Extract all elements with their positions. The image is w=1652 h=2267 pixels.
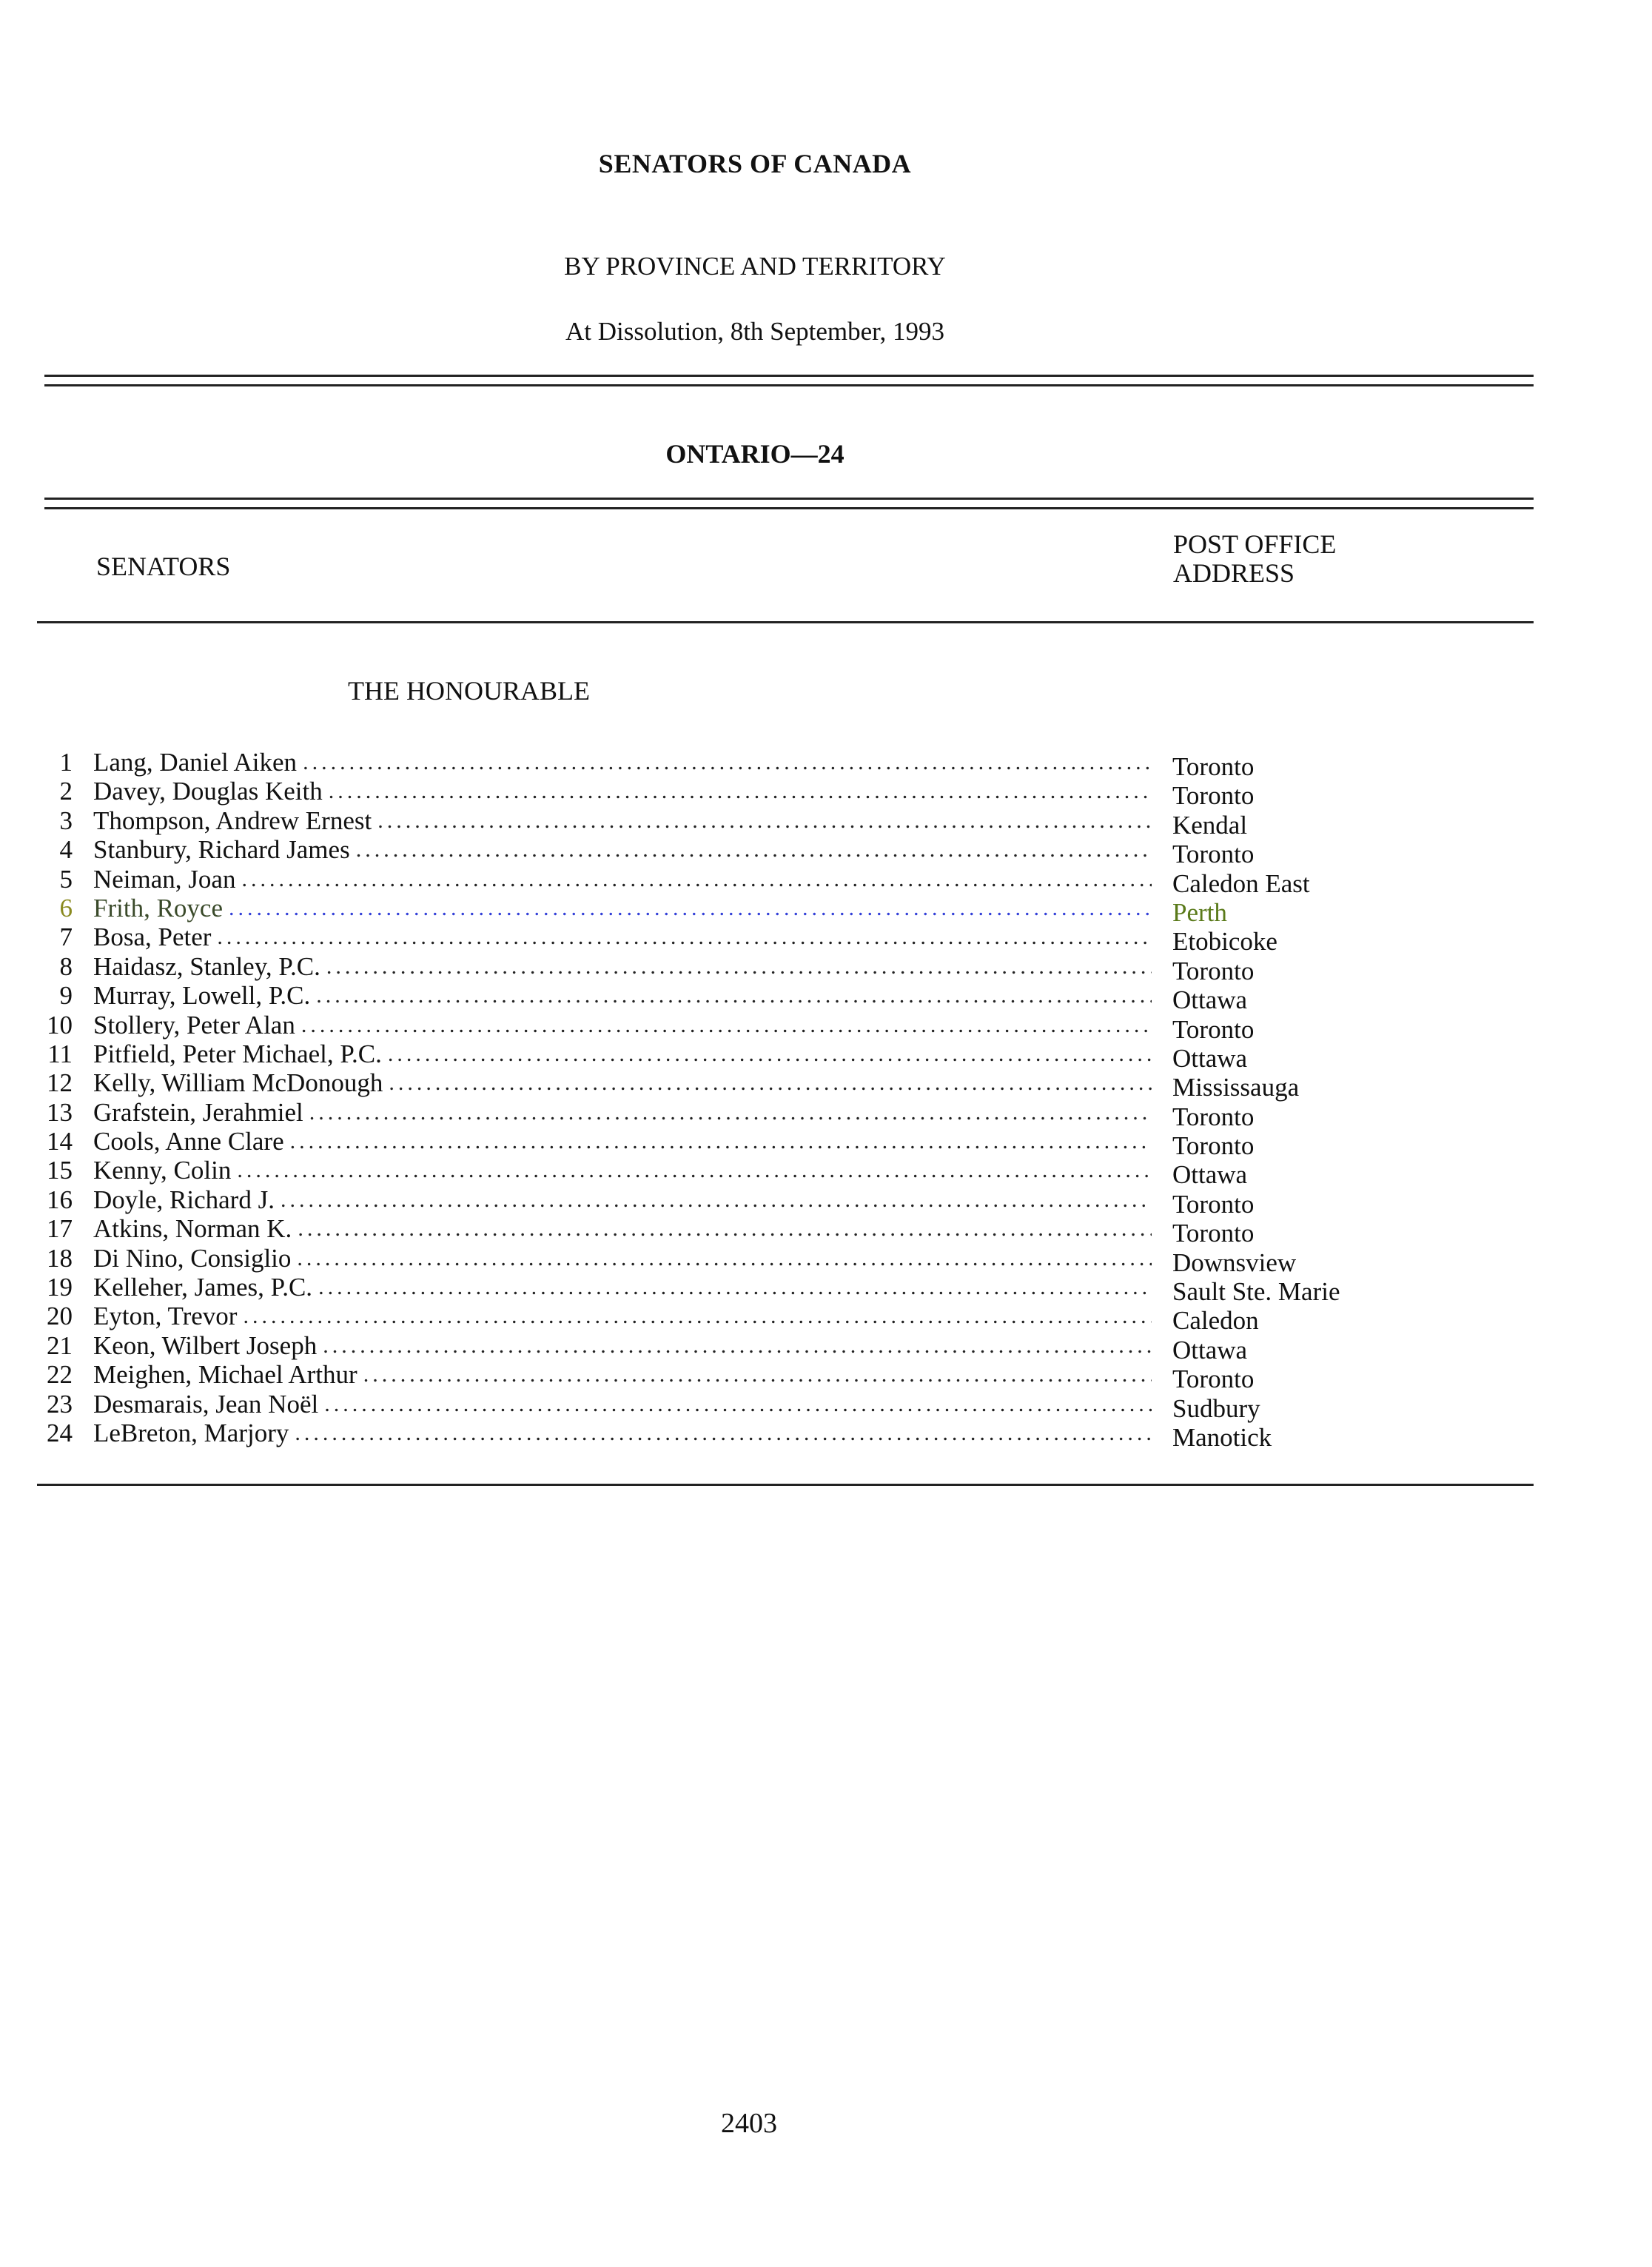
senator-row — [0, 922, 1652, 957]
senator-name-leader — [93, 1127, 1152, 1156]
senator-name-leader — [93, 952, 1152, 981]
senator-name-leader — [93, 1273, 1152, 1302]
post-office-address: Toronto — [1172, 1131, 1255, 1161]
post-office-address: Toronto — [1172, 781, 1255, 811]
senator-name: Grafstein, Jerahmiel — [93, 1098, 309, 1127]
senator-name: Kenny, Colin — [93, 1156, 237, 1185]
post-office-address: Sudbury — [1172, 1393, 1260, 1423]
senator-number: 22 — [47, 1360, 73, 1390]
dot-leader — [389, 1068, 1152, 1097]
senator-row — [0, 1214, 1652, 1248]
senator-name-leader — [93, 1214, 1152, 1243]
dot-leader — [297, 1244, 1152, 1273]
senator-row — [0, 951, 1652, 985]
post-office-address: Mississauga — [1172, 1073, 1300, 1102]
senator-number: 20 — [47, 1302, 73, 1331]
post-office-address: Kendal — [1172, 810, 1248, 840]
senator-number: 2 — [59, 777, 73, 806]
senator-name: Desmarais, Jean Noël — [93, 1390, 324, 1419]
senator-name-leader — [93, 806, 1152, 835]
senator-row — [0, 893, 1652, 927]
senator-name-leader — [93, 922, 1152, 951]
senator-row — [0, 1360, 1652, 1394]
senator-row — [0, 1097, 1652, 1131]
senator-name: Atkins, Norman K. — [93, 1214, 298, 1243]
senator-row — [0, 1330, 1652, 1364]
dot-leader — [324, 1390, 1152, 1419]
senator-name: Frith, Royce — [93, 894, 229, 922]
senator-name-leader — [93, 777, 1152, 806]
senator-number: 14 — [47, 1127, 73, 1156]
senator-number: 15 — [47, 1156, 73, 1185]
senator-number: 5 — [59, 864, 73, 894]
senator-name: Di Nino, Consiglio — [93, 1244, 297, 1273]
dissolution-date: At Dissolution, 8th September, 1993 — [565, 317, 944, 346]
dot-leader — [243, 1302, 1152, 1330]
column-header-address-line2: ADDRESS — [1173, 558, 1295, 588]
post-office-address: Toronto — [1172, 1102, 1255, 1131]
senator-row — [0, 1302, 1652, 1336]
dot-leader — [295, 1419, 1152, 1447]
document-title: SENATORS OF CANADA — [598, 149, 912, 178]
post-office-address: Ottawa — [1172, 1335, 1248, 1364]
senator-name: Murray, Lowell, P.C. — [93, 981, 316, 1010]
page-number: 2403 — [721, 2108, 777, 2139]
senator-name-leader — [93, 894, 1152, 922]
senator-name-leader — [93, 1360, 1152, 1389]
post-office-address: Perth — [1172, 897, 1227, 927]
honourable-heading: THE HONOURABLE — [348, 676, 590, 706]
dot-leader — [318, 1273, 1152, 1302]
senator-name: Thompson, Andrew Ernest — [93, 806, 377, 835]
post-office-address: Toronto — [1172, 1364, 1255, 1394]
senator-number: 21 — [47, 1330, 73, 1360]
senator-number: 19 — [47, 1273, 73, 1302]
senator-row — [0, 1156, 1652, 1190]
senator-name: Pitfield, Peter Michael, P.C. — [93, 1039, 388, 1068]
senator-row — [0, 806, 1652, 840]
senator-name-leader — [93, 1068, 1152, 1097]
senator-name: Kelleher, James, P.C. — [93, 1273, 318, 1302]
dot-leader — [316, 981, 1152, 1010]
senator-number: 1 — [59, 748, 73, 777]
dot-leader — [377, 806, 1152, 835]
senator-name: Kelly, William McDonough — [93, 1068, 389, 1097]
province-heading: ONTARIO—24 — [665, 439, 845, 469]
bottom-rule — [37, 1484, 1534, 1486]
post-office-address: Toronto — [1172, 752, 1255, 781]
senator-name-leader — [93, 835, 1152, 864]
post-office-address: Etobicoke — [1172, 927, 1277, 957]
senator-name-leader — [93, 1098, 1152, 1127]
dot-leader — [326, 952, 1152, 981]
senator-number: 7 — [59, 922, 73, 952]
double-rule-header — [44, 498, 1534, 509]
senator-name-leader — [93, 981, 1152, 1010]
dot-leader — [309, 1098, 1152, 1127]
senator-number: 3 — [59, 806, 73, 835]
senator-number: 17 — [47, 1214, 73, 1244]
senator-name-leader — [93, 1156, 1152, 1185]
senator-row — [0, 748, 1652, 781]
dot-leader — [229, 894, 1152, 922]
post-office-address: Ottawa — [1172, 1043, 1248, 1073]
dot-leader — [290, 1127, 1152, 1156]
senator-number: 23 — [47, 1389, 73, 1419]
senator-name-leader — [93, 1039, 1152, 1068]
senator-row — [0, 1068, 1652, 1102]
dot-leader — [281, 1185, 1152, 1214]
dot-leader — [241, 865, 1152, 894]
post-office-address: Toronto — [1172, 1219, 1255, 1248]
senator-name: Haidasz, Stanley, P.C. — [93, 952, 326, 981]
senator-name-leader — [93, 1302, 1152, 1330]
senator-number: 16 — [47, 1185, 73, 1214]
senator-name: Doyle, Richard J. — [93, 1185, 281, 1214]
post-office-address: Downsview — [1172, 1248, 1297, 1277]
senator-name-leader — [93, 1244, 1152, 1273]
post-office-address: Toronto — [1172, 840, 1255, 869]
dot-leader — [388, 1039, 1152, 1068]
senator-name-leader — [93, 748, 1152, 777]
post-office-address: Ottawa — [1172, 985, 1248, 1015]
senator-row — [0, 1389, 1652, 1423]
senator-row — [0, 864, 1652, 898]
senator-row — [0, 981, 1652, 1015]
senator-number: 4 — [59, 835, 73, 865]
senator-name-leader — [93, 1011, 1152, 1039]
double-rule-top — [44, 375, 1534, 386]
senator-name: LeBreton, Marjory — [93, 1419, 295, 1447]
post-office-address: Caledon — [1172, 1306, 1259, 1336]
senator-name: Meighen, Michael Arthur — [93, 1360, 363, 1389]
post-office-address: Ottawa — [1172, 1160, 1248, 1190]
senator-number: 11 — [47, 1039, 73, 1068]
post-office-address: Caledon East — [1172, 868, 1310, 898]
senator-name-leader — [93, 865, 1152, 894]
senator-name: Cools, Anne Clare — [93, 1127, 290, 1156]
senator-row — [0, 1039, 1652, 1073]
dot-leader — [301, 1011, 1152, 1039]
senator-name: Lang, Daniel Aiken — [93, 748, 303, 777]
senator-row — [0, 1127, 1652, 1161]
senator-name-leader — [93, 1331, 1152, 1360]
dot-leader — [217, 922, 1152, 951]
senator-number: 24 — [47, 1418, 73, 1447]
post-office-address: Toronto — [1172, 1014, 1255, 1044]
post-office-address: Toronto — [1172, 956, 1255, 985]
senator-number: 9 — [59, 981, 73, 1011]
senator-list — [0, 748, 1652, 1452]
header-rule — [37, 621, 1534, 623]
senator-name-leader — [93, 1419, 1152, 1447]
dot-leader — [329, 777, 1152, 806]
senator-number: 8 — [59, 951, 73, 981]
senator-number: 13 — [47, 1097, 73, 1127]
senator-name: Stollery, Peter Alan — [93, 1011, 301, 1039]
dot-leader — [363, 1360, 1152, 1389]
senator-number: 10 — [47, 1010, 73, 1039]
senator-row — [0, 777, 1652, 811]
senator-name-leader — [93, 1185, 1152, 1214]
dot-leader — [303, 748, 1152, 777]
senator-number: 6 — [59, 893, 73, 922]
senator-name: Keon, Wilbert Joseph — [93, 1331, 323, 1360]
senator-row — [0, 835, 1652, 869]
senator-row — [0, 1010, 1652, 1044]
post-office-address: Sault Ste. Marie — [1172, 1277, 1340, 1307]
senator-name-leader — [93, 1390, 1152, 1419]
senator-name: Davey, Douglas Keith — [93, 777, 329, 806]
senator-name: Neiman, Joan — [93, 865, 241, 894]
senator-name: Eyton, Trevor — [93, 1302, 243, 1330]
senator-name: Stanbury, Richard James — [93, 835, 356, 864]
senator-row — [0, 1185, 1652, 1219]
senator-number: 18 — [47, 1243, 73, 1273]
senator-name: Bosa, Peter — [93, 922, 217, 951]
column-header-address — [1173, 530, 1336, 588]
dot-leader — [323, 1331, 1152, 1360]
column-header-address-line1: POST OFFICE — [1173, 529, 1337, 559]
column-header-senators: SENATORS — [96, 552, 231, 581]
dot-leader — [356, 835, 1152, 864]
senator-row — [0, 1418, 1652, 1452]
post-office-address: Toronto — [1172, 1189, 1255, 1219]
senator-row — [0, 1273, 1652, 1307]
dot-leader — [298, 1214, 1152, 1243]
dot-leader — [237, 1156, 1152, 1185]
senator-number: 12 — [47, 1068, 73, 1098]
post-office-address: Manotick — [1172, 1422, 1272, 1452]
senator-row — [0, 1243, 1652, 1277]
document-subtitle: BY PROVINCE AND TERRITORY — [564, 252, 946, 281]
